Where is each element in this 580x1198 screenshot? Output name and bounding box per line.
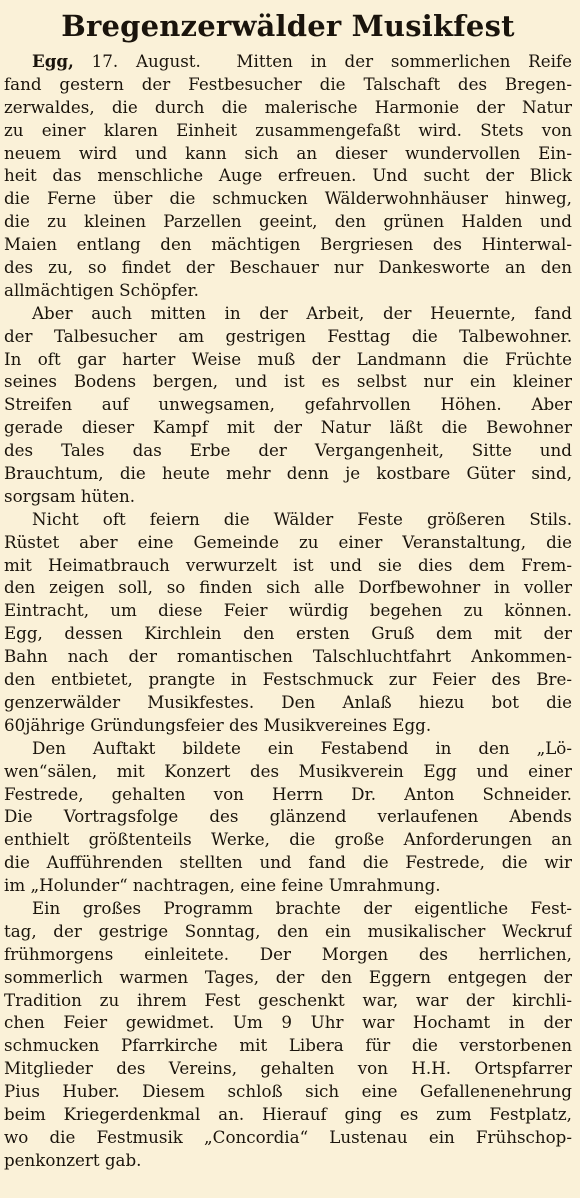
article-line: wo die Festmusik „Concordia“ Lustenau ein Frühschop- (4, 1126, 572, 1147)
article-line: Brauchtum, die heute mehr denn je kostbare Güter sind, (4, 463, 572, 484)
article-line: enthielt größtenteils Werke, die große Anforderungen an (4, 829, 572, 850)
article-headline: Bregenzerwälder Musikfest (61, 9, 515, 43)
paragraph-1 (4, 50, 572, 302)
article-line: die zu kleinen Parzellen geeint, den grünen Halden und (4, 211, 572, 232)
paragraph-4 (4, 737, 572, 897)
article-line: Bahn nach der romantischen Talschluchtfahrt Ankommen- (4, 646, 572, 667)
article-line: penkonzert gab. (4, 1149, 142, 1170)
paragraph-2 (4, 302, 572, 508)
line-text: Mitten in der sommerlichen Reife (236, 51, 572, 71)
article-line: der Talbesucher am gestrigen Festtag die Talbewohner. (4, 325, 572, 346)
article-line: In oft gar harter Weise muß der Landmann die Früchte (4, 348, 572, 369)
article-line: Die Vortragsfolge des glänzend verlaufenen Abends (4, 806, 572, 827)
article-line: Rüstet aber eine Gemeinde zu einer Veranstaltung, die (4, 531, 572, 552)
article-line: Den Auftakt bildete ein Festabend in den „Lö- (32, 737, 572, 758)
article-line: die Ferne über die schmucken Wälderwohnhäuser hinweg, (4, 188, 572, 209)
article-line: sommerlich warmen Tages, der den Eggern entgegen der (4, 966, 572, 987)
article-body (4, 50, 572, 1172)
article-line: Nicht oft feiern die Wälder Feste größeren Stils. (32, 508, 572, 529)
article-line: die Aufführenden stellten und fand die Festrede, die wir (4, 852, 572, 873)
article-line: beim Kriegerdenkmal an. Hierauf ging es zum Festplatz, (4, 1103, 572, 1124)
article-line: mit Heimatbrauch verwurzelt ist und sie dies dem Frem- (4, 554, 572, 575)
article-line: Tradition zu ihrem Fest geschenkt war, war der kirchli- (4, 989, 572, 1010)
paragraph-3 (4, 508, 572, 737)
article-line: chen Feier gewidmet. Um 9 Uhr war Hochamt in der (4, 1012, 572, 1033)
article-line: im „Holunder“ nachtragen, eine feine Umrahmung. (4, 875, 441, 896)
article-line: Streifen auf unwegsamen, gefahrvollen Höhen. Aber (4, 394, 572, 415)
article-line (4, 50, 572, 73)
article-line: Mitglieder des Vereins, gehalten von H.H. Ortspfarrer (4, 1058, 572, 1079)
article-line: Pius Huber. Diesem schloß sich eine Gefallenenehrung (4, 1081, 572, 1102)
article-line: frühmorgens einleitete. Der Morgen des herrlichen, (4, 943, 572, 964)
article-line: Egg, dessen Kirchlein den ersten Gruß dem mit der (4, 623, 572, 644)
article-line: heit das menschliche Auge erfreuen. Und sucht der Blick (4, 165, 572, 186)
article-line: den entbietet, prangte in Festschmuck zur Feier des Bre- (4, 669, 572, 690)
article-line: seines Bodens bergen, und ist es selbst nur ein kleiner (4, 371, 572, 392)
article-line: Aber auch mitten in der Arbeit, der Heuernte, fand (32, 302, 572, 323)
article-line: 60jährige Gründungsfeier des Musikvereines Egg. (4, 714, 432, 735)
article-line: neuem wird und kann sich an dieser wundervollen Ein- (4, 142, 572, 163)
article-line: Eintracht, um diese Feier würdig begehen zu können. (4, 600, 572, 621)
article-line: Maien entlang den mächtigen Bergriesen des Hinterwal- (4, 234, 572, 255)
dateline-place: Egg, (32, 51, 74, 71)
article-line: zerwaldes, die durch die malerische Harmonie der Natur (4, 96, 572, 117)
article-line: schmucken Pfarrkirche mit Libera für die verstorbenen (4, 1035, 572, 1056)
paragraph-5 (4, 897, 572, 1172)
article-line: tag, der gestrige Sonntag, den ein musikalischer Weckruf (4, 920, 572, 941)
article-line: des Tales das Erbe der Vergangenheit, Sitte und (4, 440, 572, 461)
article-line: den zeigen soll, so finden sich alle Dorfbewohner in voller (4, 577, 572, 598)
article-line: wen“sälen, mit Konzert des Musikverein Egg und einer (4, 760, 572, 781)
newspaper-article (4, 2, 572, 1196)
article-line: gerade dieser Kampf mit der Natur läßt die Bewohner (4, 417, 572, 438)
article-line: genzerwälder Musikfestes. Den Anlaß hiezu bot die (4, 691, 572, 712)
article-line: sorgsam hüten. (4, 485, 136, 506)
article-line: Festrede, gehalten von Herrn Dr. Anton Schneider. (4, 783, 572, 804)
dateline-date: 17. August. (91, 51, 201, 71)
article-line: des zu, so findet der Beschauer nur Dankesworte an den (4, 257, 572, 278)
article-line: allmächtigen Schöpfer. (4, 279, 199, 300)
article-line: zu einer klaren Einheit zusammengefaßt wird. Stets von (4, 119, 572, 140)
article-line: fand gestern der Festbesucher die Talschaft des Bregen- (4, 73, 572, 94)
article-line: Ein großes Programm brachte der eigentliche Fest- (32, 897, 572, 918)
